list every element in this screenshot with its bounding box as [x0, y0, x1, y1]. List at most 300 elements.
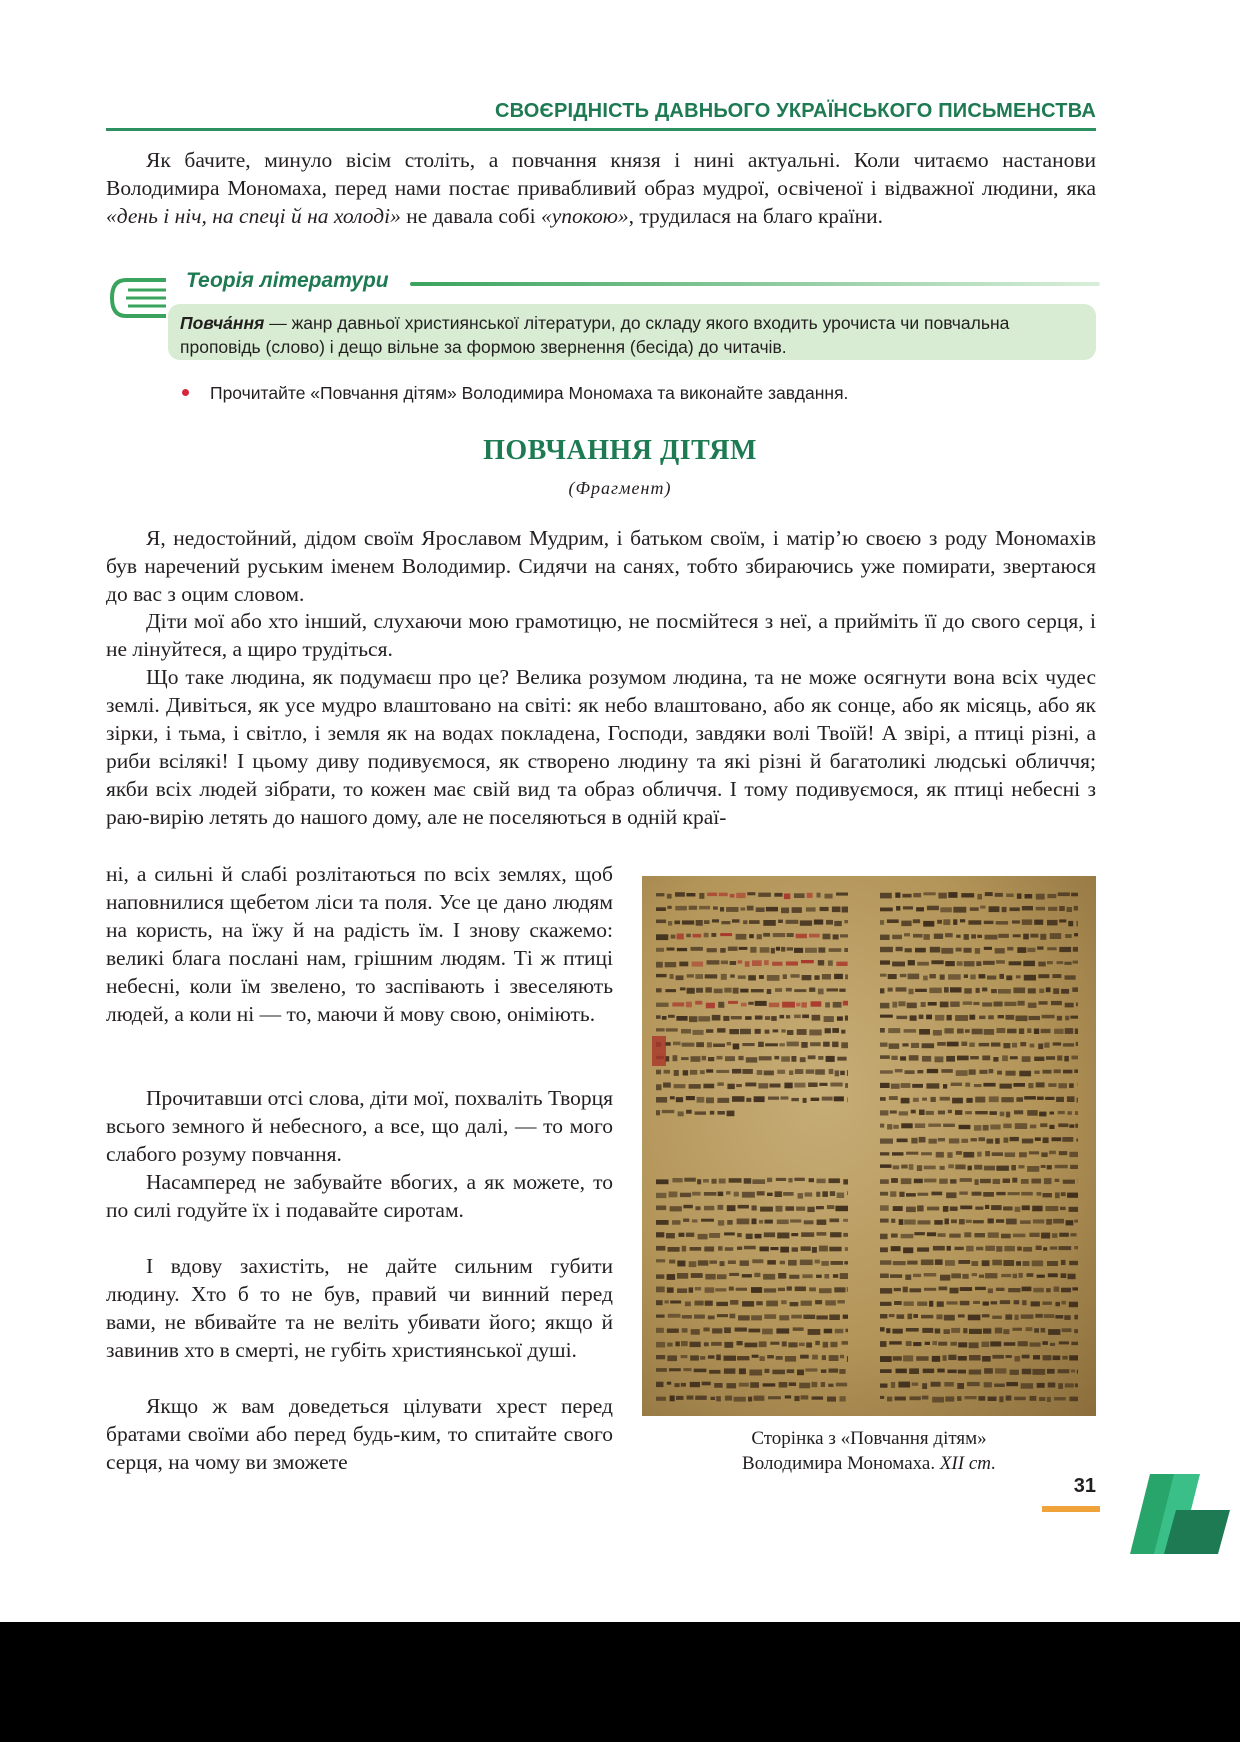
manuscript-glyph	[880, 1110, 888, 1115]
manuscript-glyph	[1046, 987, 1051, 992]
manuscript-glyph	[1067, 907, 1073, 912]
manuscript-glyph	[800, 1260, 813, 1266]
manuscript-glyph	[1073, 961, 1078, 964]
manuscript-glyph	[1041, 1029, 1051, 1033]
manuscript-glyph	[995, 948, 1005, 953]
manuscript-glyph	[847, 1287, 848, 1292]
manuscript-glyph	[695, 974, 703, 979]
manuscript-glyph	[1006, 894, 1014, 898]
manuscript-glyph	[969, 1342, 979, 1348]
manuscript-glyph	[738, 1205, 749, 1209]
manuscript-glyph	[1047, 894, 1056, 898]
manuscript-glyph	[906, 1341, 912, 1346]
manuscript-glyph	[792, 1247, 798, 1251]
manuscript-glyph	[913, 893, 921, 897]
manuscript-glyph	[749, 1329, 761, 1333]
manuscript-glyph	[825, 894, 833, 899]
manuscript-glyph	[984, 921, 994, 924]
manuscript-glyph	[819, 1246, 828, 1252]
manuscript-glyph	[779, 1315, 789, 1320]
manuscript-glyph	[947, 1152, 952, 1158]
manuscript-glyph	[1056, 1097, 1064, 1102]
manuscript-glyph	[1034, 1071, 1039, 1074]
manuscript-glyph	[679, 962, 688, 967]
manuscript-glyph	[668, 1247, 680, 1252]
manuscript-glyph	[982, 1056, 990, 1061]
manuscript-glyph	[794, 989, 806, 992]
manuscript-glyph	[991, 1301, 998, 1304]
page-number-bar	[1042, 1506, 1100, 1512]
manuscript-glyph	[786, 988, 792, 992]
manuscript-glyph	[800, 1057, 806, 1062]
manuscript-glyph	[828, 960, 833, 965]
manuscript-glyph	[656, 948, 664, 952]
manuscript-glyph	[929, 974, 936, 978]
manuscript-glyph	[787, 1030, 793, 1035]
manuscript-glyph	[794, 1015, 801, 1019]
manuscript-glyph	[729, 1029, 739, 1034]
manuscript-glyph	[801, 960, 814, 963]
manuscript-glyph	[730, 1314, 736, 1319]
manuscript-glyph	[783, 974, 787, 979]
manuscript-glyph	[656, 1110, 660, 1115]
manuscript-glyph	[676, 975, 684, 980]
manuscript-glyph	[749, 920, 760, 924]
manuscript-glyph	[779, 1043, 785, 1046]
manuscript-glyph	[880, 1205, 889, 1211]
manuscript-glyph	[704, 1192, 717, 1196]
manuscript-glyph	[1068, 1274, 1076, 1280]
manuscript-glyph	[800, 920, 812, 925]
manuscript-glyph	[706, 1003, 715, 1009]
manuscript-glyph	[890, 1191, 896, 1197]
manuscript-glyph	[752, 1205, 757, 1210]
manuscript-glyph	[1075, 1124, 1078, 1128]
manuscript-glyph	[689, 1261, 697, 1267]
manuscript-glyph	[691, 1273, 703, 1278]
manuscript-glyph	[1021, 1179, 1029, 1184]
body-paragraph-1: Я, недостойний, дідом своїм Ярославом Мудрим, і батьком своїм, і матір’ю своєю з роду Мономахів був наречений руським іменем Володимир. Сидячи на санях, тобто збираючись уже помирати, звертаюся до вас з оцим словом.	[106, 526, 1096, 606]
manuscript-glyph	[985, 1151, 990, 1156]
manuscript-glyph	[901, 1234, 914, 1238]
task-instruction: Прочитайте «Повчання дітям» Володимира Мономаха та виконайте завдання.	[210, 383, 849, 403]
manuscript-glyph	[1061, 1192, 1066, 1196]
manuscript-glyph	[1030, 1044, 1035, 1048]
manuscript-glyph	[708, 1316, 715, 1320]
manuscript-glyph	[1055, 1165, 1068, 1169]
manuscript-glyph	[917, 1302, 927, 1306]
manuscript-glyph	[948, 892, 957, 898]
manuscript-glyph	[719, 1179, 726, 1184]
manuscript-glyph	[924, 1288, 936, 1291]
manuscript-glyph	[826, 920, 833, 925]
manuscript-glyph	[1005, 1314, 1012, 1319]
manuscript-glyph	[893, 1356, 902, 1361]
caption-line-2	[642, 1451, 1096, 1476]
manuscript-glyph	[1071, 1370, 1075, 1373]
manuscript-glyph	[1016, 1016, 1028, 1022]
manuscript-glyph	[666, 1028, 678, 1031]
manuscript-glyph	[914, 1232, 925, 1235]
manuscript-glyph	[845, 974, 848, 979]
manuscript-glyph	[696, 988, 703, 993]
manuscript-glyph	[788, 1342, 797, 1347]
manuscript-glyph	[768, 1396, 781, 1399]
manuscript-glyph	[835, 1206, 848, 1212]
manuscript-glyph	[720, 907, 724, 911]
manuscript-glyph	[816, 1275, 822, 1278]
manuscript-glyph	[756, 907, 765, 912]
manuscript-glyph	[995, 1368, 1006, 1373]
manuscript-glyph	[1021, 1192, 1033, 1196]
manuscript-glyph	[1044, 1178, 1052, 1184]
manuscript-glyph	[689, 906, 697, 910]
manuscript-glyph	[1021, 1383, 1033, 1389]
manuscript-glyph	[1028, 988, 1036, 993]
manuscript-glyph	[1055, 1192, 1060, 1198]
manuscript-glyph	[716, 1396, 721, 1401]
manuscript-glyph	[763, 920, 776, 926]
manuscript-glyph	[911, 1138, 917, 1144]
manuscript-glyph	[994, 1002, 1003, 1007]
manuscript-glyph	[1072, 987, 1078, 992]
manuscript-glyph	[754, 1273, 760, 1277]
manuscript-glyph	[1027, 1110, 1038, 1116]
manuscript-glyph	[938, 1111, 945, 1115]
manuscript-glyph	[904, 1029, 917, 1033]
manuscript-glyph	[960, 919, 965, 922]
manuscript-glyph	[667, 894, 672, 899]
manuscript-glyph	[817, 893, 821, 898]
manuscript-glyph	[899, 1111, 908, 1115]
manuscript-glyph	[802, 1015, 809, 1019]
manuscript-glyph	[785, 1395, 791, 1398]
manuscript-glyph	[950, 1179, 956, 1183]
manuscript-glyph	[891, 1178, 898, 1183]
manuscript-glyph	[1029, 1151, 1039, 1154]
manuscript-glyph	[945, 933, 953, 937]
manuscript-glyph	[909, 1055, 919, 1060]
manuscript-glyph	[982, 988, 987, 992]
manuscript-glyph	[938, 1342, 947, 1346]
manuscript-glyph	[1063, 1070, 1072, 1074]
manuscript-glyph	[1052, 974, 1061, 978]
manuscript-glyph	[1034, 1328, 1039, 1333]
manuscript-glyph	[1047, 947, 1056, 950]
manuscript-glyph	[945, 1219, 949, 1225]
manuscript-glyph	[970, 907, 979, 911]
manuscript-glyph	[671, 935, 676, 939]
manuscript-glyph	[835, 1070, 840, 1076]
manuscript-glyph	[707, 893, 717, 897]
manuscript-glyph	[746, 1098, 751, 1102]
manuscript-glyph	[988, 1015, 994, 1019]
manuscript-glyph	[766, 907, 778, 912]
manuscript-glyph	[1013, 934, 1021, 937]
manuscript-glyph	[880, 947, 893, 952]
manuscript-glyph	[656, 1206, 666, 1211]
manuscript-glyph	[692, 1219, 698, 1222]
manuscript-glyph	[955, 1247, 964, 1250]
manuscript-glyph	[662, 1016, 667, 1020]
manuscript-glyph	[743, 920, 747, 924]
manuscript-glyph	[781, 1300, 786, 1304]
manuscript-glyph	[746, 1234, 753, 1239]
manuscript-glyph	[880, 1003, 889, 1009]
manuscript-glyph	[973, 1002, 979, 1005]
manuscript-glyph	[929, 988, 941, 994]
manuscript-glyph	[891, 1234, 898, 1238]
manuscript-glyph	[971, 1138, 977, 1141]
manuscript-glyph	[1053, 988, 1059, 994]
manuscript-glyph	[683, 1368, 691, 1371]
manuscript-glyph	[767, 975, 780, 981]
manuscript-glyph	[1042, 1302, 1052, 1305]
manuscript-glyph	[739, 947, 748, 950]
manuscript-glyph	[695, 1001, 702, 1005]
manuscript-glyph	[889, 1096, 898, 1100]
manuscript-glyph	[656, 1328, 664, 1333]
manuscript-glyph	[797, 1029, 807, 1035]
manuscript-glyph	[945, 1260, 955, 1266]
manuscript-glyph	[714, 1383, 722, 1388]
manuscript-glyph	[966, 1098, 972, 1103]
manuscript-glyph	[1070, 1165, 1078, 1169]
manuscript-glyph	[1048, 1329, 1060, 1335]
quote-rest: «упокою»	[540, 204, 629, 228]
manuscript-glyph	[958, 1370, 966, 1374]
manuscript-glyph	[1002, 907, 1007, 912]
manuscript-glyph	[1032, 1206, 1042, 1212]
manuscript-glyph	[739, 1383, 749, 1387]
manuscript-glyph	[748, 1397, 752, 1402]
manuscript-glyph	[1033, 1355, 1040, 1359]
manuscript-glyph	[822, 974, 831, 980]
manuscript-glyph	[906, 1152, 918, 1155]
manuscript-glyph	[880, 1028, 885, 1033]
manuscript-glyph	[841, 1042, 848, 1048]
manuscript-glyph	[1005, 1152, 1016, 1157]
manuscript-glyph	[803, 1098, 807, 1103]
manuscript-glyph	[656, 893, 664, 896]
manuscript-glyph	[934, 1220, 942, 1225]
manuscript-glyph	[987, 1139, 994, 1144]
manuscript-glyph	[995, 1328, 1002, 1334]
manuscript-glyph	[698, 1234, 708, 1240]
manuscript-glyph	[939, 1179, 948, 1184]
manuscript-glyph	[903, 906, 913, 909]
manuscript-glyph	[845, 1247, 848, 1251]
manuscript-glyph	[790, 1219, 801, 1222]
manuscript-glyph	[780, 1015, 785, 1019]
manuscript-glyph	[1034, 920, 1043, 925]
manuscript-glyph	[945, 961, 955, 966]
manuscript-glyph	[742, 1301, 754, 1307]
manuscript-glyph	[768, 1097, 779, 1100]
manuscript-glyph	[892, 935, 902, 940]
manuscript-glyph	[964, 974, 968, 978]
manuscript-glyph	[917, 1247, 929, 1251]
manuscript-glyph	[705, 1301, 713, 1306]
manuscript-glyph	[815, 1069, 825, 1074]
manuscript-glyph	[1022, 1300, 1027, 1305]
manuscript-glyph	[1023, 961, 1035, 967]
manuscript-glyph	[1004, 1002, 1016, 1006]
manuscript-glyph	[766, 1301, 778, 1307]
manuscript-glyph	[656, 988, 662, 992]
manuscript-glyph	[899, 1219, 904, 1225]
manuscript-glyph	[1003, 1179, 1010, 1184]
manuscript-glyph	[968, 1315, 981, 1321]
manuscript-glyph	[809, 1287, 816, 1291]
manuscript-glyph	[963, 1001, 972, 1005]
manuscript-glyph	[656, 1232, 664, 1237]
manuscript-glyph	[1053, 1042, 1061, 1045]
manuscript-glyph	[1030, 1396, 1037, 1401]
manuscript-glyph	[1004, 1138, 1009, 1143]
manuscript-glyph	[893, 1165, 900, 1169]
manuscript-glyph	[1003, 1124, 1011, 1129]
manuscript-glyph	[729, 1287, 734, 1291]
manuscript-glyph	[1000, 1300, 1010, 1304]
manuscript-glyph	[1058, 1083, 1067, 1088]
manuscript-glyph	[704, 920, 710, 924]
manuscript-glyph	[892, 962, 905, 967]
manuscript-glyph	[760, 1247, 769, 1252]
manuscript-glyph	[1073, 947, 1078, 952]
manuscript-glyph	[1064, 962, 1071, 965]
manuscript-glyph	[803, 1315, 815, 1319]
manuscript-glyph	[683, 1219, 689, 1222]
manuscript-glyph	[909, 989, 914, 995]
manuscript-glyph	[880, 1055, 890, 1059]
manuscript-glyph	[728, 1001, 738, 1004]
manuscript-glyph	[906, 1207, 916, 1213]
manuscript-glyph	[1061, 1260, 1066, 1265]
manuscript-glyph	[773, 1029, 779, 1032]
manuscript-glyph	[843, 1315, 848, 1319]
manuscript-glyph	[1014, 1110, 1023, 1114]
manuscript-glyph	[937, 1369, 944, 1373]
manuscript-glyph	[979, 1043, 990, 1047]
manuscript-glyph	[905, 1275, 911, 1280]
manuscript-glyph	[844, 1261, 848, 1264]
manuscript-glyph	[721, 961, 728, 965]
manuscript-glyph	[1018, 1165, 1024, 1168]
manuscript-glyph	[1047, 920, 1058, 926]
manuscript-glyph	[955, 1165, 965, 1170]
manuscript-glyph	[914, 1179, 923, 1184]
manuscript-glyph	[892, 1002, 897, 1008]
manuscript-glyph	[664, 1070, 670, 1074]
manuscript-glyph	[951, 1328, 960, 1333]
manuscript-glyph	[880, 893, 892, 899]
manuscript-glyph	[837, 1016, 843, 1020]
manuscript-glyph	[815, 1260, 820, 1264]
manuscript-glyph	[963, 1152, 974, 1158]
manuscript-glyph	[1002, 1055, 1008, 1061]
manuscript-glyph	[673, 1042, 681, 1046]
manuscript-glyph	[711, 1397, 716, 1400]
manuscript-glyph	[959, 1192, 968, 1195]
manuscript-glyph	[739, 1368, 746, 1374]
manuscript-glyph	[1046, 1056, 1055, 1060]
header-rule	[106, 128, 1096, 131]
manuscript-glyph	[903, 1355, 913, 1361]
manuscript-glyph	[1059, 1233, 1069, 1237]
manuscript-glyph	[991, 1205, 1002, 1210]
manuscript-glyph	[675, 906, 687, 911]
manuscript-glyph	[943, 1355, 947, 1361]
manuscript-glyph	[1042, 1341, 1048, 1345]
manuscript-glyph	[889, 1314, 895, 1317]
manuscript-glyph	[1006, 1382, 1018, 1386]
manuscript-glyph	[734, 1192, 739, 1197]
manuscript-glyph	[1043, 1247, 1047, 1251]
manuscript-glyph	[754, 1396, 765, 1401]
manuscript-glyph	[880, 1288, 892, 1294]
manuscript-glyph	[656, 920, 666, 924]
manuscript-glyph	[1006, 1015, 1015, 1020]
manuscript-glyph	[945, 1396, 954, 1401]
manuscript-glyph	[932, 1397, 944, 1403]
manuscript-glyph	[895, 893, 900, 898]
manuscript-glyph	[786, 1015, 790, 1018]
manuscript-glyph	[828, 1384, 833, 1387]
manuscript-glyph	[776, 947, 780, 951]
manuscript-glyph	[1003, 1260, 1014, 1266]
manuscript-glyph	[955, 1015, 968, 1021]
manuscript-glyph	[831, 1261, 844, 1265]
manuscript-glyph	[742, 1274, 752, 1277]
manuscript-glyph	[841, 1030, 845, 1034]
manuscript-glyph	[969, 1015, 975, 1020]
manuscript-glyph	[716, 1355, 721, 1361]
manuscript-glyph	[921, 1315, 933, 1319]
manuscript-glyph	[703, 1084, 714, 1089]
manuscript-glyph	[974, 1125, 981, 1131]
manuscript-glyph	[946, 1056, 955, 1062]
manuscript-glyph	[689, 1016, 697, 1022]
manuscript-glyph	[1037, 946, 1043, 949]
manuscript-glyph	[919, 1110, 925, 1115]
manuscript-glyph	[784, 894, 790, 900]
manuscript-glyph	[816, 1192, 820, 1197]
manuscript-glyph	[738, 975, 746, 979]
body-paragraph-4: Прочитавши отсі слова, діти мої, похваліть Творця всього земного й небесного, а все, що далі, — то мого слабого розуму повчання.	[106, 1086, 613, 1166]
manuscript-glyph	[752, 1259, 763, 1263]
manuscript-glyph	[746, 1057, 757, 1062]
manuscript-glyph	[936, 1152, 944, 1158]
manuscript-glyph	[656, 974, 667, 977]
manuscript-glyph	[823, 1342, 828, 1348]
manuscript-glyph	[1053, 1356, 1061, 1361]
manuscript-glyph	[794, 1396, 799, 1401]
manuscript-glyph	[953, 919, 957, 925]
manuscript-glyph	[984, 947, 992, 950]
manuscript-glyph	[1047, 961, 1053, 964]
text-subtitle: (Фрагмент)	[568, 478, 672, 498]
manuscript-glyph	[964, 988, 972, 993]
manuscript-glyph	[717, 1082, 723, 1086]
manuscript-glyph	[656, 1193, 666, 1198]
manuscript-glyph	[1063, 1043, 1074, 1046]
manuscript-glyph	[910, 1396, 921, 1400]
manuscript-glyph	[821, 1382, 825, 1387]
manuscript-glyph	[830, 1232, 841, 1237]
manuscript-glyph	[880, 988, 884, 993]
manuscript-glyph	[763, 1383, 776, 1386]
